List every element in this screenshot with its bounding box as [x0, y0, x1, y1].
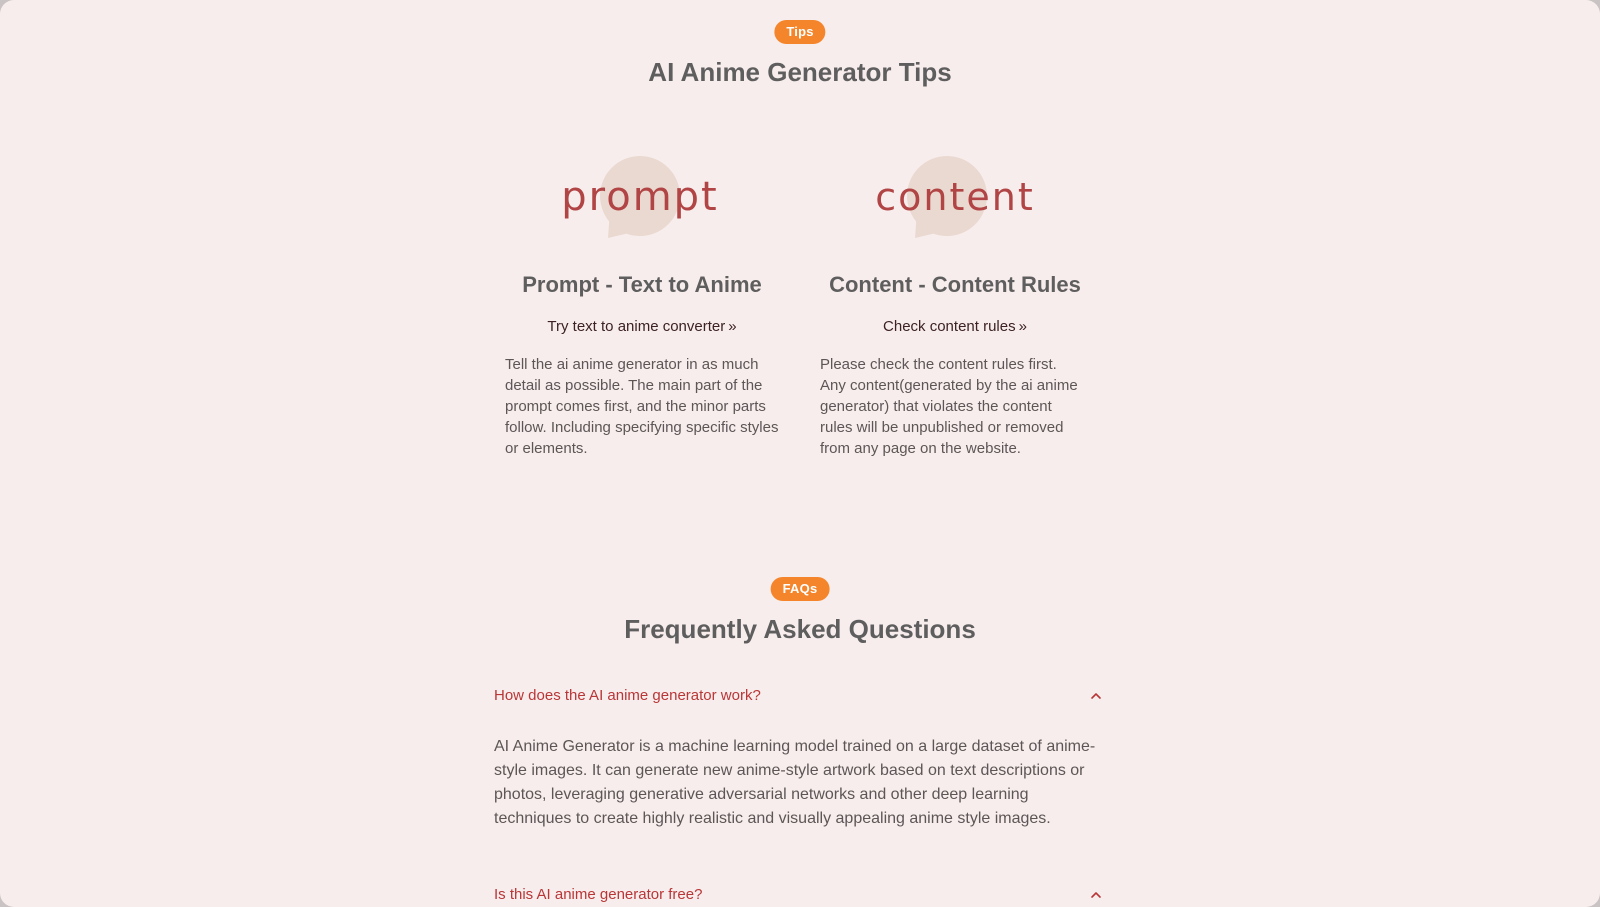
tip-card-prompt: [492, 148, 792, 457]
prompt-logo: [492, 148, 792, 248]
tip-card-description: Tell the ai anime generator in as much detail as possible. The main part of the prompt comes first, and the minor parts follow. Including specifying specific styles or elements.: [505, 356, 779, 457]
tips-badge: Tips: [774, 20, 825, 44]
tip-card-description: Please check the content rules first. Any content(generated by the ai anime generator) that violates the content rules will be unpublished or removed from any page on the website.: [820, 356, 1078, 457]
tips-section-title: AI Anime Generator Tips: [648, 57, 952, 87]
tip-card-title: Prompt - Text to Anime: [522, 272, 762, 297]
faq-question-toggle[interactable]: [494, 684, 1102, 708]
faq-question-text: How does the AI anime generator work?: [494, 687, 761, 704]
text-to-anime-link[interactable]: [492, 318, 792, 335]
double-chevron-right-icon: »: [1018, 318, 1027, 335]
faq-item: [494, 684, 1102, 831]
tip-card-title: Content - Content Rules: [829, 272, 1081, 297]
faq-question-text: Is this AI anime generator free?: [494, 886, 703, 903]
tip-card-content: [805, 148, 1105, 457]
faq-answer: AI Anime Generator is a machine learning model trained on a large dataset of anime-style images. It can generate new anime-style artwork based on text descriptions or photos, leveraging generative adversarial networks and other deep learning techniques to create highly realistic and visually appealing anime style images.: [494, 738, 1096, 827]
content-logo: [805, 148, 1105, 248]
content-logo-text: [805, 148, 1105, 248]
faq-question-toggle[interactable]: [494, 883, 1102, 907]
faq-item: [494, 883, 1102, 907]
content-rules-link[interactable]: [805, 318, 1105, 335]
faqs-badge: FAQs: [771, 577, 830, 601]
faqs-section-title: Frequently Asked Questions: [624, 614, 976, 644]
svg-text:content: content: [875, 175, 1035, 219]
chevron-up-icon: [1090, 684, 1102, 708]
double-chevron-right-icon: »: [728, 318, 737, 335]
svg-text:prompt: prompt: [561, 174, 719, 220]
link-label: Check content rules: [883, 318, 1016, 335]
chevron-up-icon: [1090, 883, 1102, 907]
link-label: Try text to anime converter: [547, 318, 726, 335]
prompt-logo-text: [492, 148, 792, 248]
